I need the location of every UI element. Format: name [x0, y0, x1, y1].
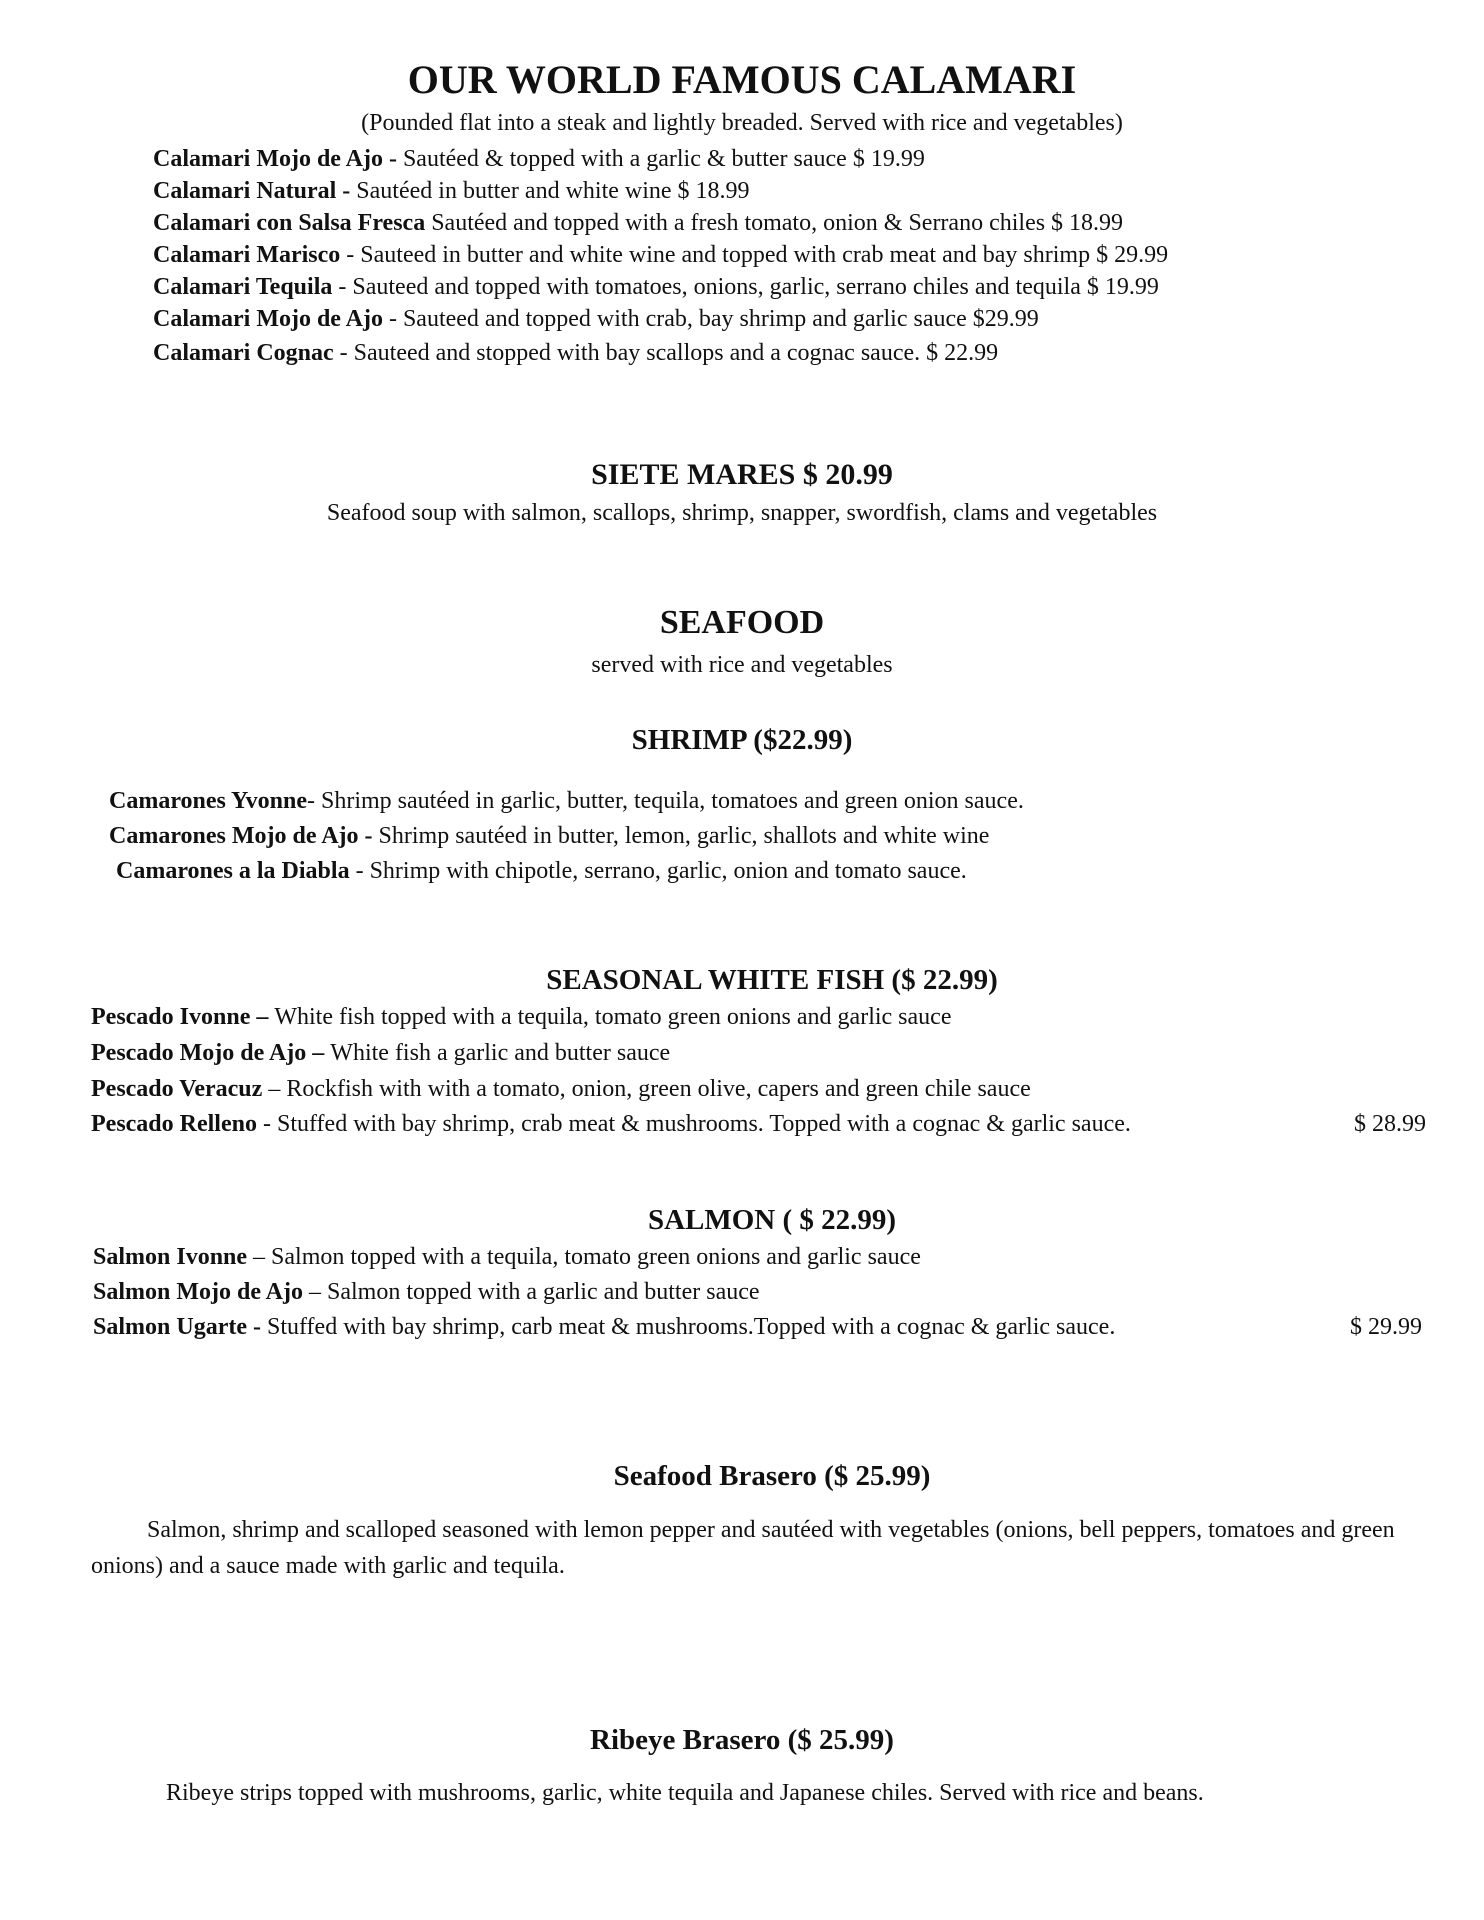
item-desc: – Rockfish with with a tomato, onion, green olive, capers and green chile sauce — [262, 1076, 1031, 1102]
item-name: Salmon Ivonne — [93, 1244, 248, 1270]
white-fish-title: SEASONAL WHITE FISH ($ 22.99) — [546, 964, 998, 996]
item-desc: Sautéed & topped with a garlic & butter sauce $ 19.99 — [402, 146, 925, 172]
salmon-title: SALMON ( $ 22.99) — [647, 1204, 897, 1236]
menu-item — [153, 210, 1123, 237]
item-desc: - Sauteed and topped with crab, bay shrimp and garlic sauce $29.99 — [382, 306, 1039, 332]
calamari-title: OUR WORLD FAMOUS CALAMARI — [407, 57, 1077, 102]
item-name: Pescado Veracuz — [91, 1076, 263, 1102]
siete-mares-title: SIETE MARES $ 20.99 — [591, 458, 893, 491]
item-desc: – Salmon topped with a garlic and butter sauce — [303, 1279, 760, 1305]
item-name: Pescado Mojo de Ajo – — [91, 1040, 331, 1066]
item-desc: - Shrimp sautéed in garlic, butter, tequila, tomatoes and green onion sauce. — [307, 788, 1024, 814]
item-name: Pescado Relleno — [91, 1111, 257, 1137]
menu-item — [153, 306, 1039, 333]
item-name: Calamari Natural - — [153, 178, 357, 204]
menu-item — [109, 823, 989, 850]
item-price: $ 29.99 — [1350, 1314, 1422, 1340]
item-desc: White fish topped with a tequila, tomato green onions and garlic sauce — [274, 1004, 952, 1030]
item-desc: - Stuffed with bay shrimp, crab meat & mushrooms. Topped with a cognac & garlic sauce. — [256, 1111, 1131, 1137]
item-price: $ 28.99 — [1354, 1111, 1426, 1137]
seafood-subtitle: served with rice and vegetables — [591, 652, 893, 678]
item-name: Camarones Mojo de Ajo - — [109, 823, 379, 849]
menu-item — [153, 242, 1168, 269]
item-desc: - Shrimp with chipotle, serrano, garlic, onion and tomato sauce. — [349, 858, 967, 884]
item-desc: Shrimp sautéed in butter, lemon, garlic, shallots and white wine — [378, 823, 990, 849]
item-name: Calamari Cognac — [153, 340, 334, 366]
item-name: Calamari Tequila — [153, 274, 333, 300]
ribeye-brasero-title: Ribeye Brasero ($ 25.99) — [590, 1724, 894, 1756]
item-name: Pescado Ivonne – — [91, 1004, 275, 1030]
calamari-subtitle: (Pounded flat into a steak and lightly breaded. Served with rice and vegetables) — [361, 110, 1123, 136]
item-name: Camarones Yvonne — [109, 788, 308, 814]
item-desc: – Salmon topped with a tequila, tomato green onions and garlic sauce — [247, 1244, 921, 1270]
menu-item — [91, 1040, 670, 1067]
ribeye-brasero-desc: Ribeye strips topped with mushrooms, garlic, white tequila and Japanese chiles. Served with rice and beans. — [166, 1780, 1204, 1806]
shrimp-title: SHRIMP ($22.99) — [631, 724, 853, 756]
seafood-brasero-desc: Salmon, shrimp and scalloped seasoned with lemon pepper and sautéed with vegetables (onions, bell peppers, tomatoes and green onions) and a sauce made with garlic and tequila. — [91, 1517, 1395, 1579]
item-name: Camarones a la Diabla — [116, 858, 350, 884]
menu-item — [91, 1004, 951, 1031]
menu-item — [93, 1314, 1115, 1341]
seafood-title: SEAFOOD — [659, 604, 825, 641]
item-name: Calamari Mojo de Ajo - — [153, 146, 403, 172]
menu-item — [153, 146, 925, 173]
item-name: Calamari Mojo de Ajo — [153, 306, 383, 332]
menu-item — [93, 1244, 921, 1271]
menu-item — [93, 1279, 760, 1306]
item-desc: Sautéed and topped with a fresh tomato, onion & Serrano chiles $ 18.99 — [425, 210, 1124, 236]
menu-item — [153, 178, 750, 205]
seafood-brasero-title: Seafood Brasero ($ 25.99) — [613, 1460, 931, 1492]
item-name: Salmon Mojo de Ajo — [93, 1279, 303, 1305]
menu-item — [153, 340, 998, 367]
item-desc: - Sauteed and topped with tomatoes, onions, garlic, serrano chiles and tequila $ 19.99 — [332, 274, 1159, 300]
item-desc: - Sauteed and stopped with bay scallops and a cognac sauce. $ 22.99 — [333, 340, 999, 366]
menu-item — [153, 274, 1159, 301]
item-name: Calamari con Salsa Fresca — [153, 210, 426, 236]
item-desc: White fish a garlic and butter sauce — [330, 1040, 671, 1066]
siete-mares-desc: Seafood soup with salmon, scallops, shrimp, snapper, swordfish, clams and vegetables — [326, 500, 1158, 526]
menu-item — [116, 858, 967, 885]
menu-item — [91, 1076, 1031, 1103]
menu-item — [91, 1111, 1131, 1138]
item-name: Salmon Ugarte - — [93, 1314, 267, 1340]
item-desc: Stuffed with bay shrimp, carb meat & mushrooms.Topped with a cognac & garlic sauce. — [266, 1314, 1116, 1340]
item-desc: Sautéed in butter and white wine $ 18.99 — [356, 178, 750, 204]
item-desc: - Sauteed in butter and white wine and topped with crab meat and bay shrimp $ 29.99 — [340, 242, 1169, 268]
menu-item — [109, 788, 1024, 815]
item-name: Calamari Marisco — [153, 242, 341, 268]
